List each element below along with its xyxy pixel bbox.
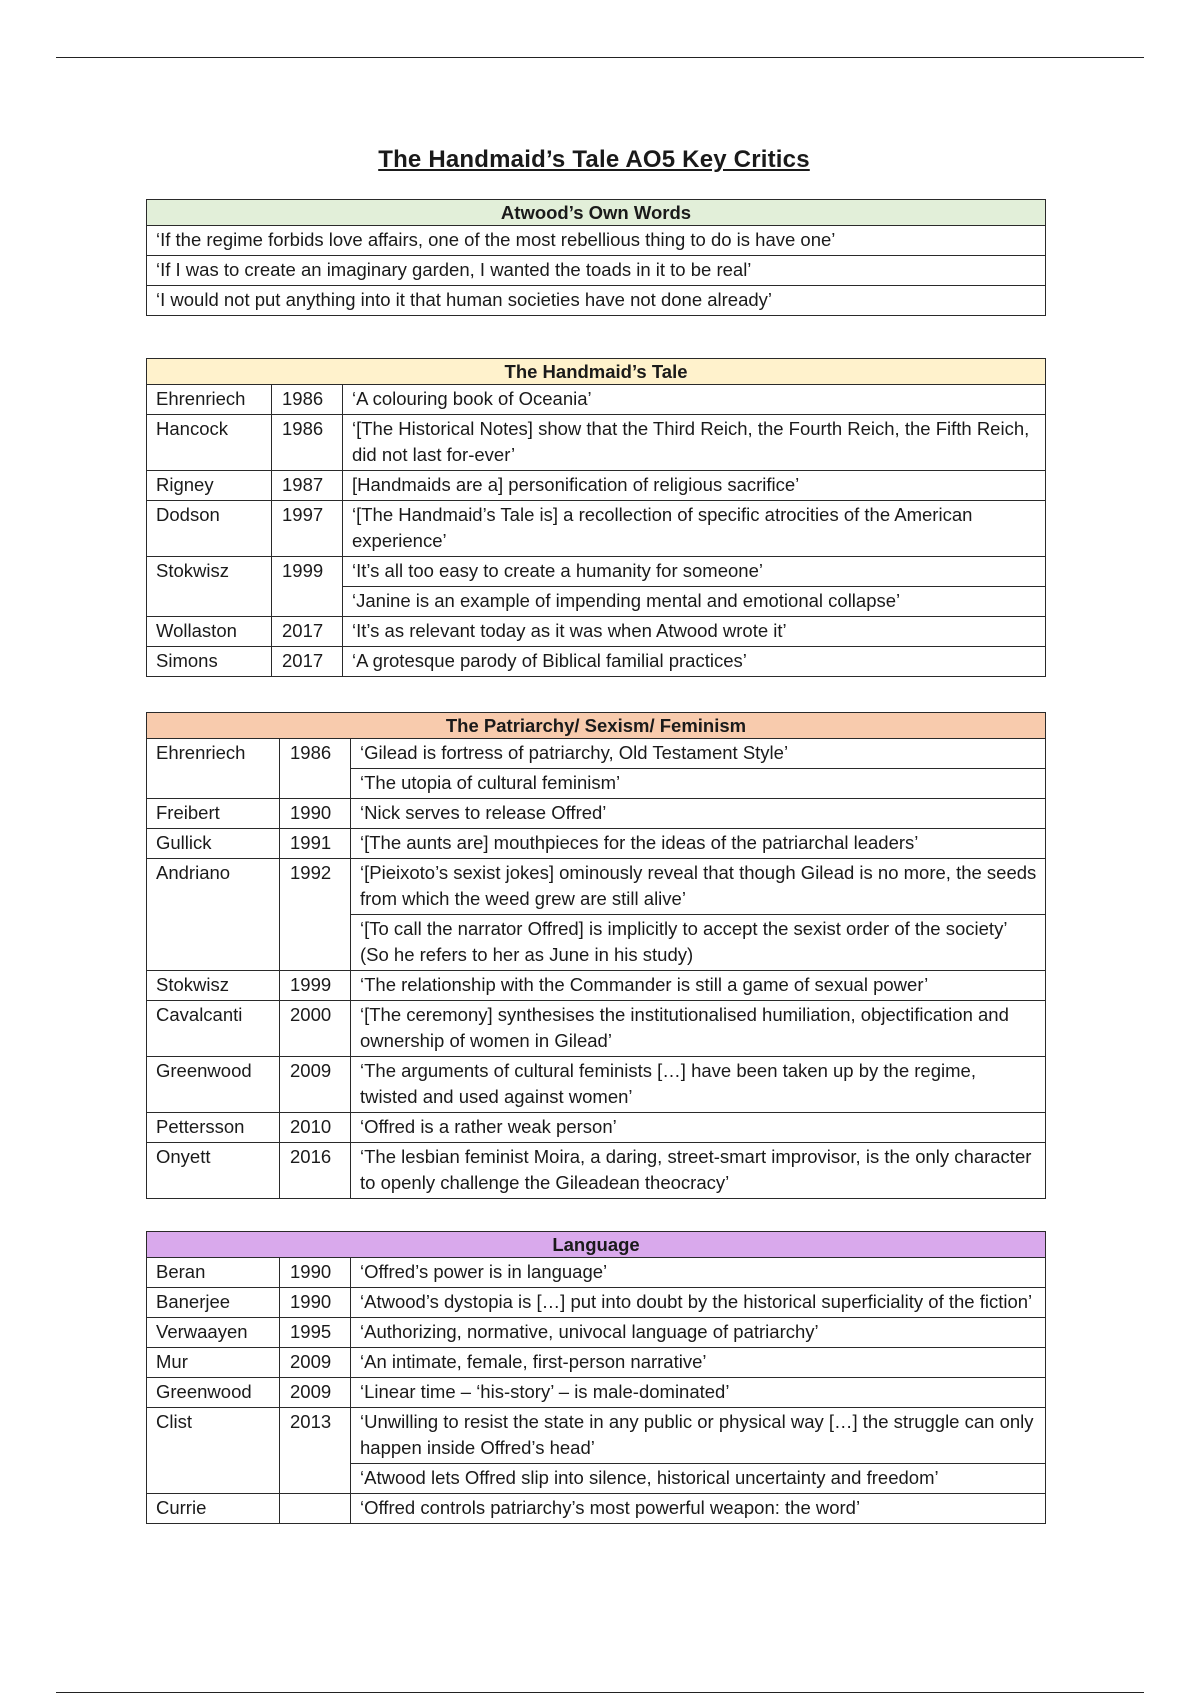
critic-quote: ‘Authorizing, normative, univocal language of patriarchy’ — [351, 1318, 1046, 1348]
header-rule — [56, 57, 1144, 58]
table-row — [147, 385, 1046, 415]
table-row — [147, 471, 1046, 501]
critic-name: Verwaayen — [147, 1318, 280, 1348]
critic-name: Currie — [147, 1494, 280, 1524]
critic-year: 1997 — [272, 501, 343, 557]
critic-year: 1992 — [280, 859, 351, 971]
table-row — [147, 1348, 1046, 1378]
critic-quote: ‘A colouring book of Oceania’ — [343, 385, 1046, 415]
critic-name: Rigney — [147, 471, 272, 501]
critic-name: Banerjee — [147, 1288, 280, 1318]
critic-year: 1986 — [272, 385, 343, 415]
patriarchy-heading: The Patriarchy/ Sexism/ Feminism — [147, 713, 1046, 739]
critic-year: 1986 — [280, 739, 351, 799]
own-words-table — [146, 199, 1046, 316]
own-words-quote: ‘If I was to create an imaginary garden, I wanted the toads in it to be real’ — [147, 256, 1046, 286]
critic-quote: ‘Atwood’s dystopia is […] put into doubt by the historical superficiality of the fiction’ — [351, 1288, 1046, 1318]
critic-quote: ‘[The Handmaid’s Tale is] a recollection of specific atrocities of the American experience’ — [343, 501, 1046, 557]
footer-rule — [56, 1692, 1144, 1693]
critic-quote: ‘An intimate, female, first-person narrative’ — [351, 1348, 1046, 1378]
critic-year: 2009 — [280, 1057, 351, 1113]
critic-quote: ‘The lesbian feminist Moira, a daring, street-smart improvisor, is the only character to openly challenge the Gileadean theocracy’ — [351, 1143, 1046, 1199]
own-words-quote: ‘If the regime forbids love affairs, one of the most rebellious thing to do is have one’ — [147, 226, 1046, 256]
table-row — [147, 1288, 1046, 1318]
critic-year: 2009 — [280, 1378, 351, 1408]
critic-quote: ‘The utopia of cultural feminism’ — [351, 769, 1046, 799]
critic-year: 2009 — [280, 1348, 351, 1378]
critic-year: 2000 — [280, 1001, 351, 1057]
critic-name: Ehrenriech — [147, 385, 272, 415]
table-row — [147, 859, 1046, 915]
table-row — [147, 1318, 1046, 1348]
table-row — [147, 1258, 1046, 1288]
critic-name: Onyett — [147, 1143, 280, 1199]
table-row — [147, 415, 1046, 471]
critic-name: Greenwood — [147, 1378, 280, 1408]
table-row — [147, 799, 1046, 829]
critic-year: 1999 — [272, 557, 343, 617]
critic-quote: ‘The arguments of cultural feminists […] have been taken up by the regime, twisted and used against women’ — [351, 1057, 1046, 1113]
critic-quote: ‘It’s all too easy to create a humanity for someone’ — [343, 557, 1046, 587]
critic-year — [280, 1494, 351, 1524]
critic-year: 1987 — [272, 471, 343, 501]
critic-name: Stokwisz — [147, 557, 272, 617]
table-row — [147, 1494, 1046, 1524]
critic-name: Simons — [147, 647, 272, 677]
critic-year: 1990 — [280, 799, 351, 829]
critic-quote: [Handmaids are a] personification of religious sacrifice’ — [343, 471, 1046, 501]
table-row — [147, 1408, 1046, 1464]
table-row — [147, 1143, 1046, 1199]
table-row — [147, 1057, 1046, 1113]
critic-year: 1986 — [272, 415, 343, 471]
table-row — [147, 1378, 1046, 1408]
table-row — [147, 739, 1046, 769]
critic-name: Freibert — [147, 799, 280, 829]
critic-year: 1995 — [280, 1318, 351, 1348]
critic-name: Greenwood — [147, 1057, 280, 1113]
critic-quote: ‘[Pieixoto’s sexist jokes] ominously reveal that though Gilead is no more, the seeds from which the weed grew are still alive’ — [351, 859, 1046, 915]
table-row — [147, 829, 1046, 859]
critic-name: Gullick — [147, 829, 280, 859]
critic-quote: ‘A grotesque parody of Biblical familial practices’ — [343, 647, 1046, 677]
critic-year: 2013 — [280, 1408, 351, 1494]
critic-name: Mur — [147, 1348, 280, 1378]
critic-name: Beran — [147, 1258, 280, 1288]
critic-quote: ‘Janine is an example of impending mental and emotional collapse’ — [343, 587, 1046, 617]
critic-quote: ‘Gilead is fortress of patriarchy, Old Testament Style’ — [351, 739, 1046, 769]
table-row — [147, 501, 1046, 557]
critic-quote: ‘Offred’s power is in language’ — [351, 1258, 1046, 1288]
handmaids-tale-table — [146, 358, 1046, 677]
page-title: The Handmaid’s Tale AO5 Key Critics — [378, 146, 810, 173]
critic-name: Andriano — [147, 859, 280, 971]
critic-year: 2017 — [272, 617, 343, 647]
critic-year: 1991 — [280, 829, 351, 859]
critic-quote: ‘Unwilling to resist the state in any public or physical way […] the struggle can only happen inside Offred’s head’ — [351, 1408, 1046, 1464]
language-heading: Language — [147, 1232, 1046, 1258]
critic-year: 1990 — [280, 1288, 351, 1318]
table-row — [147, 557, 1046, 587]
critic-quote: ‘The relationship with the Commander is still a game of sexual power’ — [351, 971, 1046, 1001]
critic-quote: ‘[The Historical Notes] show that the Third Reich, the Fourth Reich, the Fifth Reich, did not last for-ever’ — [343, 415, 1046, 471]
critic-name: Wollaston — [147, 617, 272, 647]
critic-quote: ‘Offred controls patriarchy’s most powerful weapon: the word’ — [351, 1494, 1046, 1524]
own-words-quote: ‘I would not put anything into it that human societies have not done already’ — [147, 286, 1046, 316]
critic-quote: ‘Linear time – ‘his-story’ – is male-dominated’ — [351, 1378, 1046, 1408]
critic-year: 2016 — [280, 1143, 351, 1199]
critic-quote: ‘It’s as relevant today as it was when Atwood wrote it’ — [343, 617, 1046, 647]
critic-name: Cavalcanti — [147, 1001, 280, 1057]
handmaids-tale-heading: The Handmaid’s Tale — [147, 359, 1046, 385]
table-row — [147, 971, 1046, 1001]
critic-quote: ‘Nick serves to release Offred’ — [351, 799, 1046, 829]
critic-quote: ‘Atwood lets Offred slip into silence, historical uncertainty and freedom’ — [351, 1464, 1046, 1494]
critic-quote: ‘[The ceremony] synthesises the institutionalised humiliation, objectification and ownership of women in Gilead’ — [351, 1001, 1046, 1057]
table-row — [147, 1001, 1046, 1057]
table-row — [147, 647, 1046, 677]
table-row — [147, 617, 1046, 647]
critic-year: 1990 — [280, 1258, 351, 1288]
critic-name: Ehrenriech — [147, 739, 280, 799]
critic-name: Pettersson — [147, 1113, 280, 1143]
language-table — [146, 1231, 1046, 1524]
table-row — [147, 1113, 1046, 1143]
critic-name: Stokwisz — [147, 971, 280, 1001]
own-words-heading: Atwood’s Own Words — [147, 200, 1046, 226]
critic-quote: ‘[To call the narrator Offred] is implicitly to accept the sexist order of the society’ (So he refers to her as June in his study) — [351, 915, 1046, 971]
patriarchy-table — [146, 712, 1046, 1199]
critic-quote: ‘Offred is a rather weak person’ — [351, 1113, 1046, 1143]
critic-name: Clist — [147, 1408, 280, 1494]
critic-year: 2010 — [280, 1113, 351, 1143]
critic-name: Hancock — [147, 415, 272, 471]
critic-year: 2017 — [272, 647, 343, 677]
critic-name: Dodson — [147, 501, 272, 557]
critic-year: 1999 — [280, 971, 351, 1001]
critic-quote: ‘[The aunts are] mouthpieces for the ideas of the patriarchal leaders’ — [351, 829, 1046, 859]
